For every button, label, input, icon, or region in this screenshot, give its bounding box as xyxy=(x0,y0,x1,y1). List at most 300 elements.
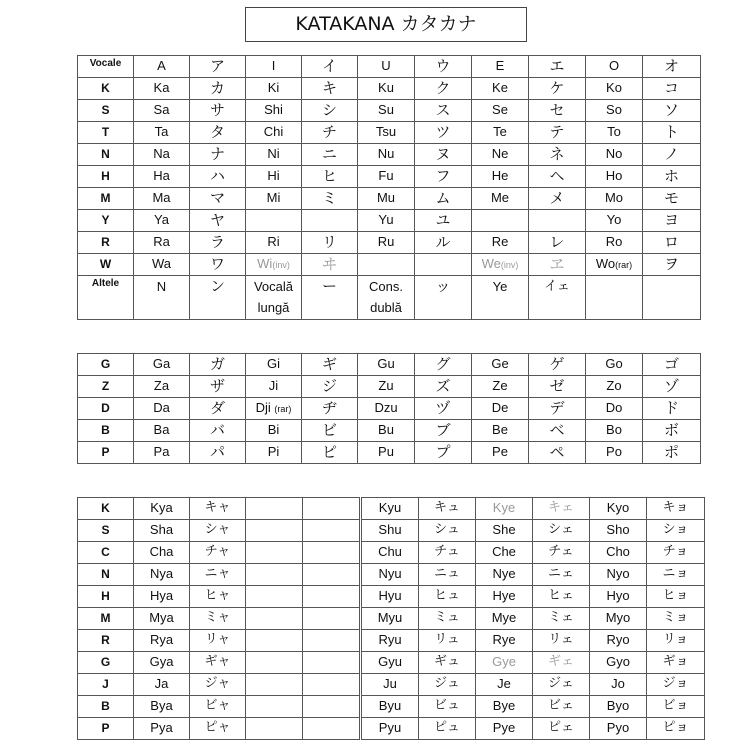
katakana-cell: ズ xyxy=(415,376,472,398)
katakana-cell: ゼ xyxy=(529,376,586,398)
row-label: N xyxy=(78,144,134,166)
table-row xyxy=(78,696,360,718)
table-row xyxy=(78,144,701,166)
katakana-cell: ニョ xyxy=(647,564,705,586)
katakana-cell: ロ xyxy=(643,232,701,254)
romaji-cell: Sha xyxy=(134,520,190,542)
katakana-cell: イェ xyxy=(529,276,586,320)
katakana-cell: ニャ xyxy=(190,564,246,586)
katakana-cell: ヒ xyxy=(302,166,358,188)
katakana-cell: ヌ xyxy=(415,144,472,166)
katakana-cell: カ xyxy=(190,78,246,100)
romaji-cell: Nye xyxy=(476,564,533,586)
table-row xyxy=(78,166,701,188)
romaji-cell: Bya xyxy=(134,696,190,718)
romaji-cell: Gu xyxy=(358,354,415,376)
romaji-cell: Hyo xyxy=(590,586,647,608)
romaji-cell: Pu xyxy=(358,442,415,464)
katakana-cell: ギェ xyxy=(533,652,590,674)
romaji-cell: U xyxy=(358,56,415,78)
row-label: B xyxy=(78,420,134,442)
romaji-cell: Cha xyxy=(134,542,190,564)
katakana-cell: テ xyxy=(529,122,586,144)
katakana-cell: シャ xyxy=(190,520,246,542)
katakana-cell: ミュ xyxy=(419,608,476,630)
katakana-cell: ヂ xyxy=(302,398,358,420)
romaji-cell: Gi xyxy=(246,354,302,376)
romaji-cell: N xyxy=(134,276,190,320)
combo-ya-table xyxy=(77,497,360,740)
empty-cell xyxy=(246,652,303,674)
romaji-cell: Zu xyxy=(358,376,415,398)
romaji-cell: Ra xyxy=(134,232,190,254)
katakana-cell: ヰ xyxy=(302,254,358,276)
romaji-cell: Nya xyxy=(134,564,190,586)
table-row xyxy=(78,56,701,78)
romaji-cell: Shi xyxy=(246,100,302,122)
row-label: Z xyxy=(78,376,134,398)
table-row xyxy=(362,520,705,542)
table-row xyxy=(78,376,701,398)
table-row xyxy=(78,652,360,674)
romaji-cell: Ma xyxy=(134,188,190,210)
romaji-cell: Gyo xyxy=(590,652,647,674)
empty-cell xyxy=(246,210,302,232)
table-row xyxy=(78,78,701,100)
katakana-cell: セ xyxy=(529,100,586,122)
romaji-cell: Ni xyxy=(246,144,302,166)
katakana-cell: ギ xyxy=(302,354,358,376)
empty-cell xyxy=(246,498,303,520)
usage-note: (rar) xyxy=(274,404,292,415)
empty-cell xyxy=(246,718,303,740)
katakana-cell: ジュ xyxy=(419,674,476,696)
table-row xyxy=(362,542,705,564)
row-label: J xyxy=(78,674,134,696)
katakana-cell: ケ xyxy=(529,78,586,100)
katakana-cell: ニ xyxy=(302,144,358,166)
romaji-cell: Ge xyxy=(472,354,529,376)
romaji-cell: Ba xyxy=(134,420,190,442)
romaji-cell: Se xyxy=(472,100,529,122)
table-row xyxy=(78,498,360,520)
romaji-cell: Ta xyxy=(134,122,190,144)
romaji-cell: Je xyxy=(476,674,533,696)
romaji-cell: Chu xyxy=(362,542,419,564)
katakana-cell: ガ xyxy=(190,354,246,376)
katakana-cell: ニュ xyxy=(419,564,476,586)
romaji-cell: Sho xyxy=(590,520,647,542)
katakana-cell: キョ xyxy=(647,498,705,520)
katakana-cell: ヤ xyxy=(190,210,246,232)
katakana-cell: キャ xyxy=(190,498,246,520)
romaji-cell: Do xyxy=(586,398,643,420)
romaji-cell: Shu xyxy=(362,520,419,542)
romaji-text: Wi xyxy=(257,256,273,272)
romaji-cell: He xyxy=(472,166,529,188)
empty-cell xyxy=(358,254,415,276)
katakana-cell: メ xyxy=(529,188,586,210)
romaji-cell: Po xyxy=(586,442,643,464)
katakana-cell: リュ xyxy=(419,630,476,652)
row-label: D xyxy=(78,398,134,420)
row-label: H xyxy=(78,586,134,608)
katakana-cell: ッ xyxy=(415,276,472,320)
katakana-cell: ショ xyxy=(647,520,705,542)
romaji-cell: Ze xyxy=(472,376,529,398)
empty-cell xyxy=(303,696,360,718)
romaji-cell xyxy=(472,254,529,276)
romaji-cell: Hya xyxy=(134,586,190,608)
romaji-cell: Jo xyxy=(590,674,647,696)
katakana-cell: ノ xyxy=(643,144,701,166)
table-row xyxy=(78,542,360,564)
table-row xyxy=(362,498,705,520)
row-label: Altele xyxy=(78,276,134,320)
romaji-cell: Nu xyxy=(358,144,415,166)
katakana-cell: チョ xyxy=(647,542,705,564)
romaji-cell: Mya xyxy=(134,608,190,630)
table-row xyxy=(78,586,360,608)
romaji-cell: Myu xyxy=(362,608,419,630)
romaji-cell: Bi xyxy=(246,420,302,442)
romaji-cell: Fu xyxy=(358,166,415,188)
romaji-cell: Yu xyxy=(358,210,415,232)
romaji-cell: Ya xyxy=(134,210,190,232)
katakana-cell: ピャ xyxy=(190,718,246,740)
empty-cell xyxy=(246,674,303,696)
katakana-cell: ボ xyxy=(643,420,701,442)
romaji-cell: Te xyxy=(472,122,529,144)
romaji-cell: Bu xyxy=(358,420,415,442)
romaji-cell: Byu xyxy=(362,696,419,718)
empty-cell xyxy=(586,276,643,320)
romaji-cell: She xyxy=(476,520,533,542)
katakana-cell: ギャ xyxy=(190,652,246,674)
katakana-cell: ニェ xyxy=(533,564,590,586)
table-row xyxy=(362,718,705,740)
romaji-cell: Hi xyxy=(246,166,302,188)
katakana-cell: ダ xyxy=(190,398,246,420)
katakana-cell: チャ xyxy=(190,542,246,564)
romaji-cell: Re xyxy=(472,232,529,254)
row-label: Vocale xyxy=(78,56,134,78)
romaji-cell: De xyxy=(472,398,529,420)
page-title: KATAKANA カタカナ xyxy=(245,7,527,42)
row-label: B xyxy=(78,696,134,718)
empty-cell xyxy=(246,564,303,586)
katakana-cell: ツ xyxy=(415,122,472,144)
katakana-cell: ア xyxy=(190,56,246,78)
row-label: S xyxy=(78,100,134,122)
table-row xyxy=(362,674,705,696)
romaji-cell: Vocală lungă xyxy=(246,276,302,320)
katakana-cell: マ xyxy=(190,188,246,210)
empty-cell xyxy=(246,542,303,564)
romaji-cell: Byo xyxy=(590,696,647,718)
empty-cell xyxy=(529,210,586,232)
romaji-cell: Ho xyxy=(586,166,643,188)
basic-katakana-table xyxy=(77,55,701,320)
romaji-cell: Che xyxy=(476,542,533,564)
katakana-cell: ヘ xyxy=(529,166,586,188)
romaji-cell: O xyxy=(586,56,643,78)
katakana-cell: バ xyxy=(190,420,246,442)
romaji-cell: I xyxy=(246,56,302,78)
table-row xyxy=(78,442,701,464)
row-label: M xyxy=(78,188,134,210)
row-label: H xyxy=(78,166,134,188)
empty-cell xyxy=(303,564,360,586)
empty-cell xyxy=(472,210,529,232)
romaji-cell: Rya xyxy=(134,630,190,652)
katakana-cell: ワ xyxy=(190,254,246,276)
romaji-cell xyxy=(586,254,643,276)
empty-cell xyxy=(246,608,303,630)
katakana-cell: ヅ xyxy=(415,398,472,420)
romaji-cell: Ye xyxy=(472,276,529,320)
romaji-cell: Gya xyxy=(134,652,190,674)
table-row xyxy=(362,696,705,718)
katakana-cell: ゴ xyxy=(643,354,701,376)
katakana-cell: ス xyxy=(415,100,472,122)
table-row xyxy=(78,188,701,210)
katakana-cell: ウ xyxy=(415,56,472,78)
empty-cell xyxy=(303,674,360,696)
empty-cell xyxy=(303,542,360,564)
katakana-cell: フ xyxy=(415,166,472,188)
empty-cell xyxy=(246,696,303,718)
voiced-katakana-table xyxy=(77,353,701,464)
romaji-cell: Ryu xyxy=(362,630,419,652)
romaji-cell: Cons. dublă xyxy=(358,276,415,320)
katakana-cell: ピュ xyxy=(419,718,476,740)
katakana-cell: ビ xyxy=(302,420,358,442)
romaji-cell: Ju xyxy=(362,674,419,696)
katakana-cell: キ xyxy=(302,78,358,100)
katakana-cell: リャ xyxy=(190,630,246,652)
katakana-cell: キュ xyxy=(419,498,476,520)
katakana-cell: ド xyxy=(643,398,701,420)
table-row xyxy=(78,254,701,276)
katakana-cell: チ xyxy=(302,122,358,144)
katakana-cell: ビャ xyxy=(190,696,246,718)
katakana-cell: ジ xyxy=(302,376,358,398)
romaji-cell: Bo xyxy=(586,420,643,442)
romaji-cell: E xyxy=(472,56,529,78)
katakana-cell: ジェ xyxy=(533,674,590,696)
katakana-cell: ベ xyxy=(529,420,586,442)
row-label: T xyxy=(78,122,134,144)
romaji-cell: Ru xyxy=(358,232,415,254)
romaji-cell: Pye xyxy=(476,718,533,740)
romaji-cell: Gyu xyxy=(362,652,419,674)
katakana-cell: ヱ xyxy=(529,254,586,276)
row-label: G xyxy=(78,354,134,376)
romaji-cell xyxy=(246,254,302,276)
table-row xyxy=(78,718,360,740)
empty-cell xyxy=(303,498,360,520)
table-row xyxy=(78,276,701,320)
usage-note: (rar) xyxy=(615,260,633,271)
table-row xyxy=(78,100,701,122)
katakana-cell: ソ xyxy=(643,100,701,122)
romaji-cell: Ki xyxy=(246,78,302,100)
romaji-cell: Sa xyxy=(134,100,190,122)
katakana-cell: ミョ xyxy=(647,608,705,630)
romaji-text: We xyxy=(481,256,501,272)
katakana-cell: ジョ xyxy=(647,674,705,696)
katakana-cell: ヒョ xyxy=(647,586,705,608)
katakana-cell: レ xyxy=(529,232,586,254)
romaji-cell: Hyu xyxy=(362,586,419,608)
romaji-cell: Gye xyxy=(476,652,533,674)
katakana-cell: ラ xyxy=(190,232,246,254)
katakana-cell: モ xyxy=(643,188,701,210)
katakana-cell: ト xyxy=(643,122,701,144)
katakana-cell: シ xyxy=(302,100,358,122)
katakana-cell: ミ xyxy=(302,188,358,210)
katakana-cell: ピョ xyxy=(647,718,705,740)
table-row xyxy=(78,354,701,376)
katakana-cell: ヒャ xyxy=(190,586,246,608)
katakana-cell: チュ xyxy=(419,542,476,564)
romaji-cell: No xyxy=(586,144,643,166)
row-label: P xyxy=(78,442,134,464)
katakana-cell: コ xyxy=(643,78,701,100)
romaji-cell: Pyo xyxy=(590,718,647,740)
katakana-cell: ブ xyxy=(415,420,472,442)
romaji-cell: Da xyxy=(134,398,190,420)
romaji-cell: Ro xyxy=(586,232,643,254)
romaji-cell: Cho xyxy=(590,542,647,564)
romaji-cell: Tsu xyxy=(358,122,415,144)
romaji-cell: Ja xyxy=(134,674,190,696)
katakana-cell: ギュ xyxy=(419,652,476,674)
romaji-cell: Ko xyxy=(586,78,643,100)
empty-cell xyxy=(302,210,358,232)
katakana-cell: ゲ xyxy=(529,354,586,376)
empty-cell xyxy=(303,520,360,542)
katakana-cell: ジャ xyxy=(190,674,246,696)
table-row xyxy=(78,608,360,630)
romaji-cell: Dzu xyxy=(358,398,415,420)
romaji-cell: Ha xyxy=(134,166,190,188)
katakana-cell: ビェ xyxy=(533,696,590,718)
row-label: C xyxy=(78,542,134,564)
romaji-cell: Kya xyxy=(134,498,190,520)
romaji-cell: Ka xyxy=(134,78,190,100)
table-row xyxy=(78,564,360,586)
usage-note: (inv) xyxy=(272,260,290,271)
katakana-cell: ミェ xyxy=(533,608,590,630)
romaji-cell: Pya xyxy=(134,718,190,740)
romaji-cell: Kye xyxy=(476,498,533,520)
katakana-cell: ペ xyxy=(529,442,586,464)
romaji-text: Wo xyxy=(595,256,616,272)
empty-cell xyxy=(303,652,360,674)
katakana-cell: グ xyxy=(415,354,472,376)
table-row xyxy=(78,210,701,232)
katakana-cell: ユ xyxy=(415,210,472,232)
row-label: N xyxy=(78,564,134,586)
empty-cell xyxy=(643,276,701,320)
romaji-cell: Nyo xyxy=(590,564,647,586)
katakana-cell: リェ xyxy=(533,630,590,652)
romaji-cell: Yo xyxy=(586,210,643,232)
romaji-cell: Mu xyxy=(358,188,415,210)
katakana-cell: リ xyxy=(302,232,358,254)
katakana-cell: ゾ xyxy=(643,376,701,398)
table-row xyxy=(78,122,701,144)
empty-cell xyxy=(246,520,303,542)
katakana-cell: ヲ xyxy=(643,254,701,276)
katakana-cell: リョ xyxy=(647,630,705,652)
romaji-cell: Me xyxy=(472,188,529,210)
romaji-cell: Pe xyxy=(472,442,529,464)
romaji-text: Dji xyxy=(255,400,271,416)
table-row xyxy=(362,630,705,652)
romaji-cell: Ku xyxy=(358,78,415,100)
katakana-cell: イ xyxy=(302,56,358,78)
row-label: M xyxy=(78,608,134,630)
katakana-cell: ヒュ xyxy=(419,586,476,608)
romaji-cell: Ryo xyxy=(590,630,647,652)
romaji-cell: Bye xyxy=(476,696,533,718)
katakana-cell: ン xyxy=(190,276,246,320)
katakana-cell: ホ xyxy=(643,166,701,188)
empty-cell xyxy=(246,586,303,608)
katakana-cell: ポ xyxy=(643,442,701,464)
romaji-cell: Ga xyxy=(134,354,190,376)
romaji-cell: Mi xyxy=(246,188,302,210)
katakana-cell: ハ xyxy=(190,166,246,188)
katakana-cell: ル xyxy=(415,232,472,254)
romaji-cell: Ne xyxy=(472,144,529,166)
table-row xyxy=(362,652,705,674)
katakana-cell: ー xyxy=(302,276,358,320)
romaji-cell: Zo xyxy=(586,376,643,398)
row-label: K xyxy=(78,498,134,520)
table-row xyxy=(362,586,705,608)
romaji-cell: Hye xyxy=(476,586,533,608)
romaji-cell: Myo xyxy=(590,608,647,630)
katakana-cell: キェ xyxy=(533,498,590,520)
romaji-cell: Wa xyxy=(134,254,190,276)
romaji-cell: Kyu xyxy=(362,498,419,520)
katakana-cell: シェ xyxy=(533,520,590,542)
romaji-cell: Go xyxy=(586,354,643,376)
combo-yu-ye-yo-table xyxy=(361,497,705,740)
empty-cell xyxy=(246,630,303,652)
empty-cell xyxy=(303,630,360,652)
katakana-cell: ギョ xyxy=(647,652,705,674)
romaji-cell: Pyu xyxy=(362,718,419,740)
romaji-cell: A xyxy=(134,56,190,78)
katakana-cell: パ xyxy=(190,442,246,464)
katakana-cell: ヒェ xyxy=(533,586,590,608)
row-label: R xyxy=(78,630,134,652)
romaji-cell: Nyu xyxy=(362,564,419,586)
romaji-cell: Ke xyxy=(472,78,529,100)
katakana-cell: チェ xyxy=(533,542,590,564)
katakana-cell: デ xyxy=(529,398,586,420)
romaji-cell: So xyxy=(586,100,643,122)
romaji-cell: Za xyxy=(134,376,190,398)
katakana-cell: ム xyxy=(415,188,472,210)
romaji-cell: Ji xyxy=(246,376,302,398)
empty-cell xyxy=(303,718,360,740)
